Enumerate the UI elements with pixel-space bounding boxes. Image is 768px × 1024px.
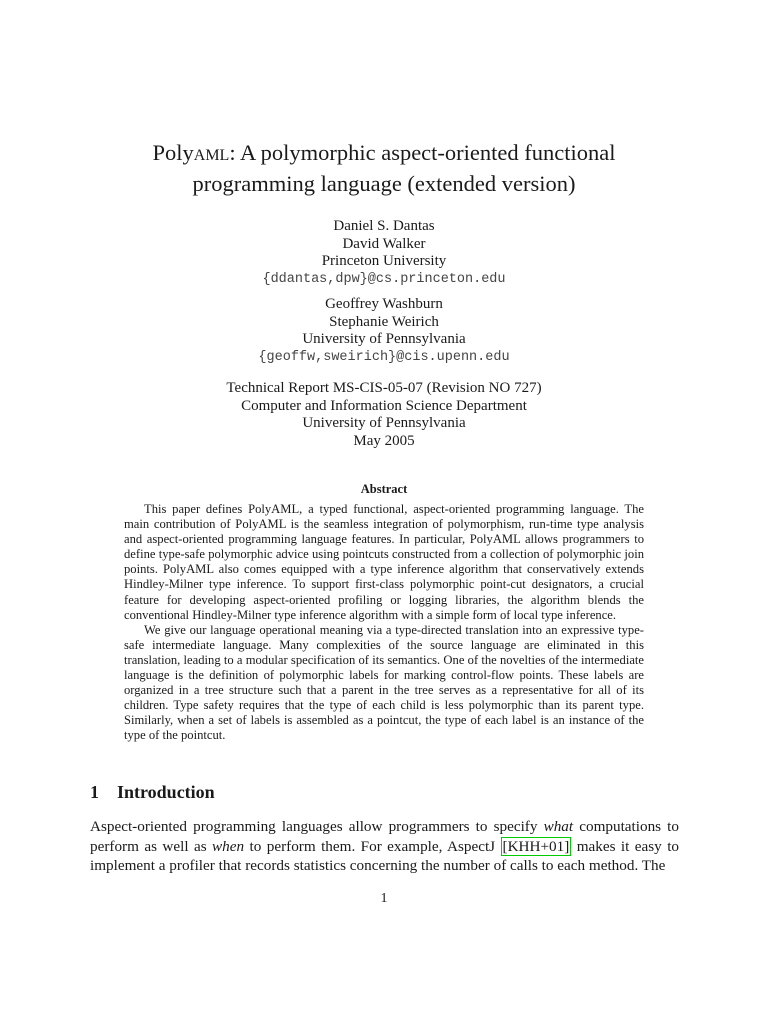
abstract-body bbox=[124, 502, 644, 744]
page-number: 1 bbox=[380, 891, 388, 906]
title-line-2: programming language (extended version) bbox=[192, 171, 576, 196]
author-name: Daniel S. Dantas bbox=[333, 218, 435, 234]
author-affiliation: Princeton University bbox=[321, 253, 447, 270]
author-name: David Walker bbox=[342, 235, 426, 252]
abstract-heading: Abstract bbox=[360, 482, 408, 496]
author-block-penn bbox=[84, 296, 684, 366]
author-block-princeton bbox=[84, 218, 684, 288]
author-name: Geoffrey Washburn bbox=[325, 296, 443, 312]
citation-link[interactable]: [KHH+01] bbox=[502, 837, 570, 855]
author-name: Stephanie Weirich bbox=[329, 313, 439, 330]
report-department: Computer and Information Science Department bbox=[241, 397, 527, 414]
emphasis-when: when bbox=[212, 837, 245, 855]
emphasis-what: what bbox=[543, 818, 574, 835]
section-title: Introduction bbox=[117, 782, 215, 802]
report-date: May 2005 bbox=[353, 432, 415, 449]
author-affiliation: University of Pennsylvania bbox=[302, 331, 466, 348]
abstract-paragraph-1: This paper defines PolyAML, a typed functional, aspect-oriented programming language. The main contribution of PolyAML is the seamless integration of polymorphism, run-time type analysis and aspect-oriented programming language features. In particular, PolyAML allows programmers to define type-safe polymorphic advice using pointcuts constructed from a collection of polymorphic join points. PolyAML also comes equipped with a type inference algorithm that conservatively extends Hindley-Milner type inference. To support first-class polymorphic point-cut designators, a crucial feature for developing aspect-oriented profiling or logging libraries, the algorithm blends the conventional Hindley-Milner type inference algorithm with a simple form of local type inference. bbox=[124, 502, 644, 622]
author-email: {ddantas,dpw}@cs.princeton.edu bbox=[262, 271, 506, 287]
report-number: Technical Report MS-CIS-05-07 (Revision NO 727) bbox=[226, 380, 542, 396]
paper-title bbox=[60, 137, 708, 199]
introduction-paragraph: Aspect-oriented programming languages allow programmers to specify what computations to perform as well as when to perform them. For example, AspectJ [KHH+01] makes it easy to implement a profiler that records statistics concerning the number of calls to each method. The bbox=[90, 818, 680, 874]
report-university: University of Pennsylvania bbox=[302, 415, 466, 432]
author-email: {geoffw,sweirich}@cis.upenn.edu bbox=[258, 349, 510, 365]
title-line-1: Polyaml: A polymorphic aspect-oriented functional bbox=[152, 140, 616, 165]
section-number: 1 bbox=[90, 782, 99, 802]
report-info bbox=[84, 380, 684, 450]
abstract-paragraph-2: We give our language operational meaning via a type-directed translation into an expressive type-safe intermediate language. Many complexities of the source language are eliminated in this translation, leading to a modular specification of its semantics. One of the novelties of the intermediate language is the definition of polymorphic labels for marking control-flow points. These labels are organized in a tree structure such that a parent in the tree serves as a representative for all of its children. Type safety requires that the type of each child is less polymorphic than its parent type. Similarly, when a set of labels is assembled as a pointcut, the type of each label is an instance of the type of the pointcut. bbox=[124, 622, 644, 743]
section-heading-introduction bbox=[90, 782, 215, 803]
